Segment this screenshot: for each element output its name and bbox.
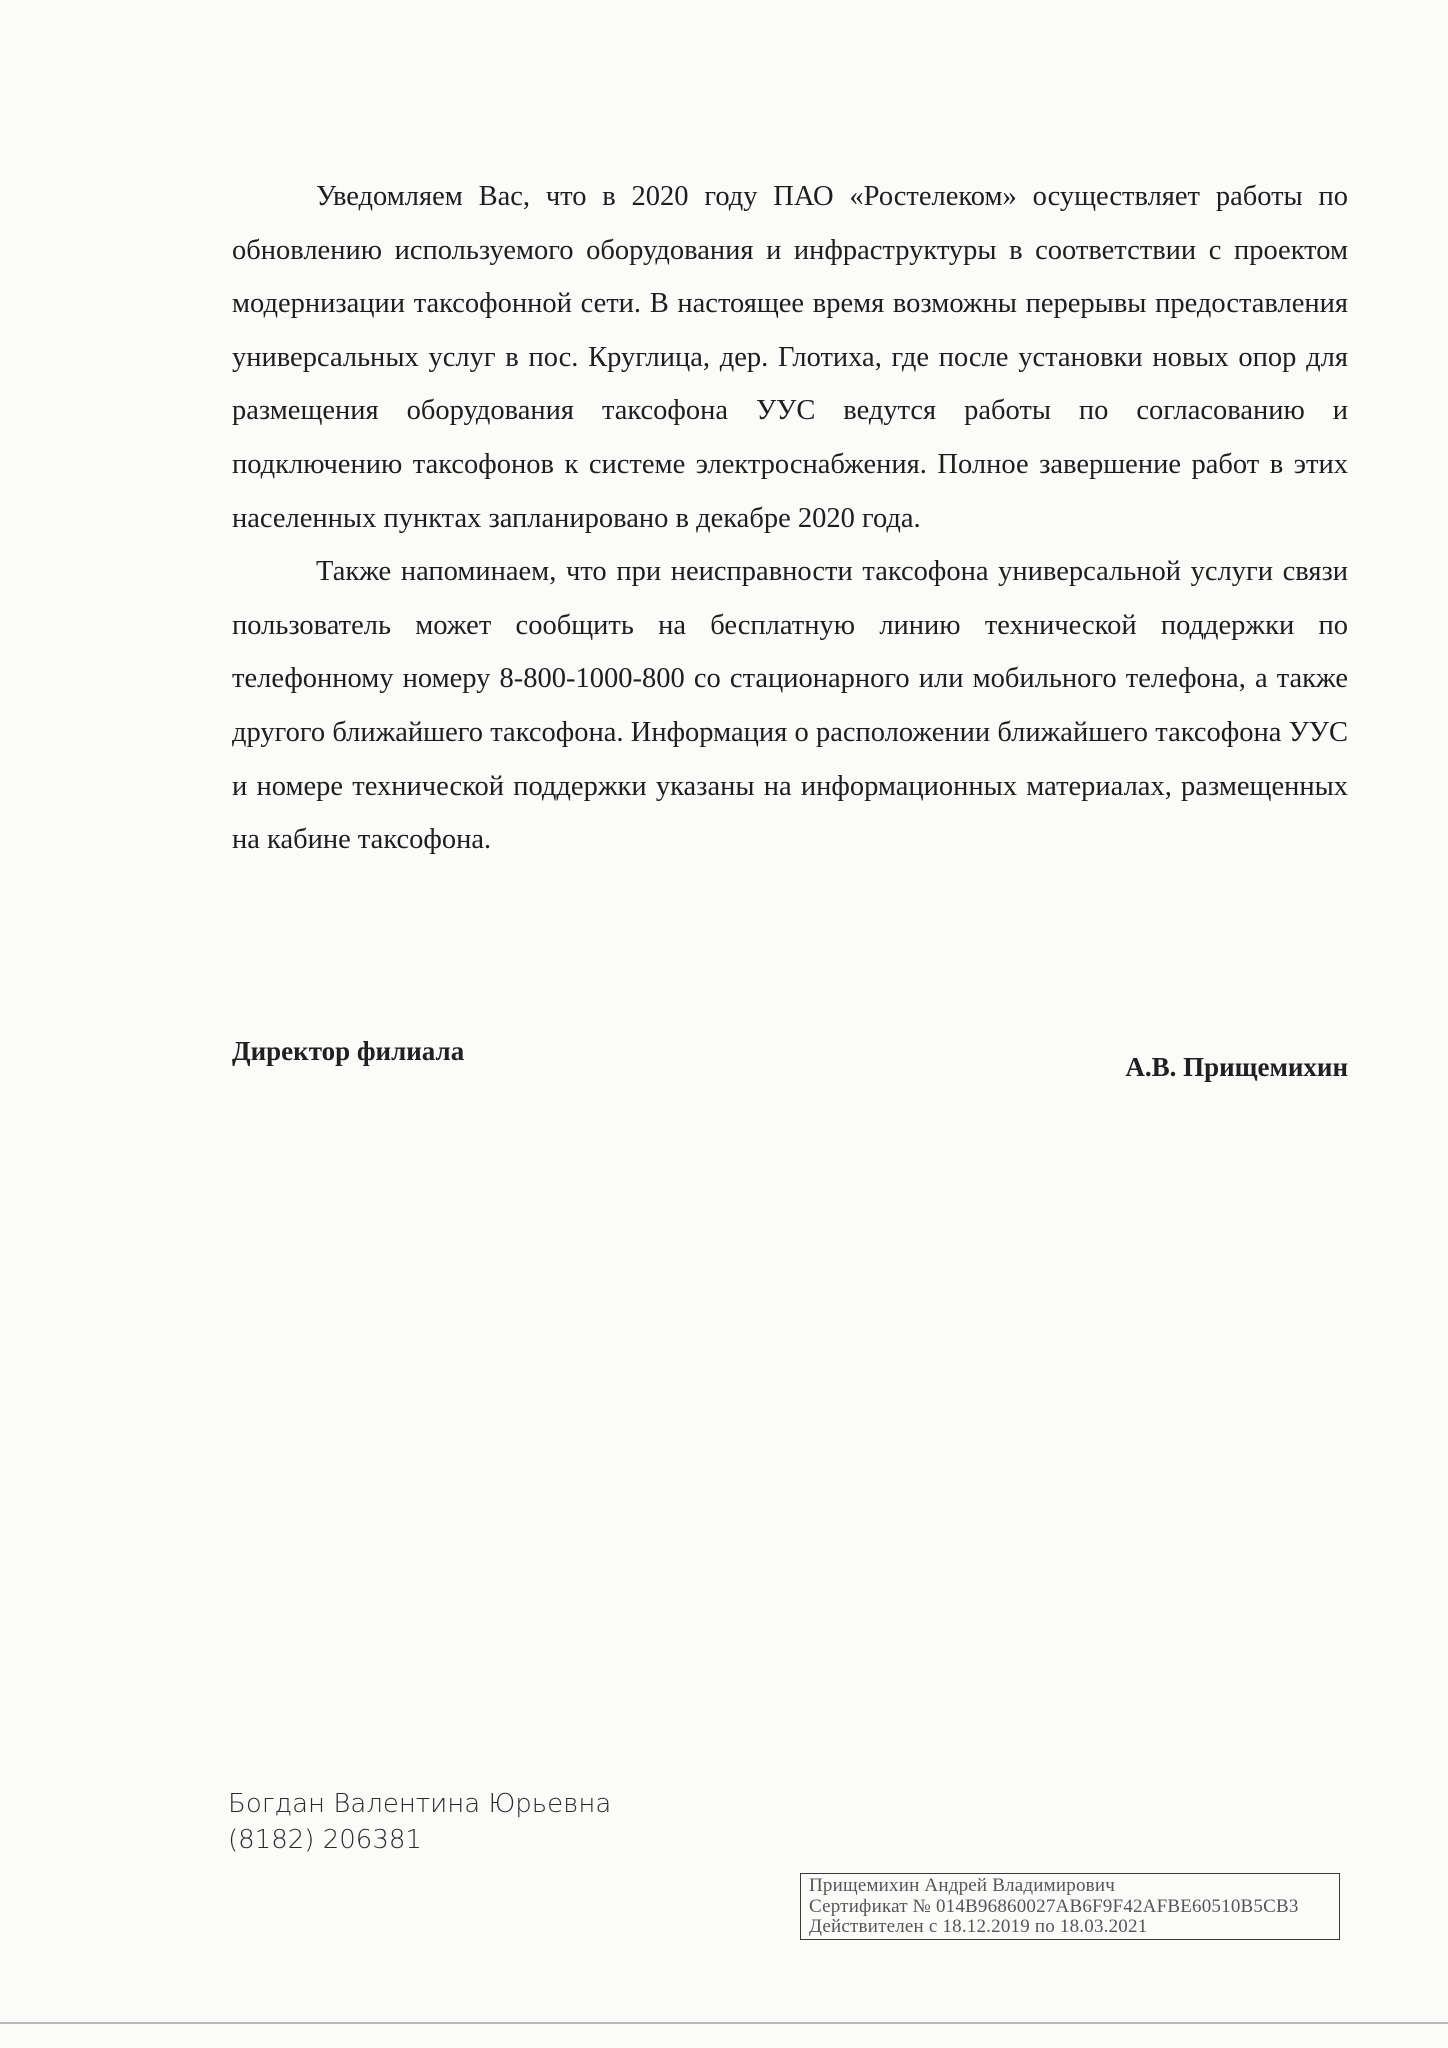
stamp-validity: Действителен с 18.12.2019 по 18.03.2021 bbox=[809, 1916, 1148, 1937]
e-signature-stamp bbox=[800, 1873, 1340, 1940]
letter-body bbox=[232, 170, 1348, 867]
stamp-certificate: Сертификат № 014B96860027AB6F9F42AFBE60510B5CB3 bbox=[809, 1895, 1299, 1917]
signatory-position: Директор филиала bbox=[232, 1036, 465, 1066]
executor-block bbox=[228, 1786, 611, 1858]
paragraph-notice: Уведомляем Вас, что в 2020 году ПАО «Ростелеком» осуществляет работы по обновлению используемого оборудования и инфраструктуры в соответствии с проектом модернизации таксофонной сети. В настоящее время возможны перерывы предоставления универсальных услуг в пос. Круглица, дер. Глотиха, где после установки новых опор для размещения оборудования таксофона УУС ведутся работы по согласованию и подключению таксофонов к системе электроснабжения. Полное завершение работ в этих населенных пунктах запланировано в декабре 2020 года. bbox=[232, 181, 1348, 534]
executor-name: Богдан Валентина Юрьевна bbox=[228, 1789, 612, 1819]
signatory-name: А.В. Прищемихин bbox=[1125, 1052, 1348, 1082]
executor-phone: (8182) 206381 bbox=[228, 1825, 422, 1855]
stamp-owner: Прищемихин Андрей Владимирович bbox=[809, 1875, 1115, 1896]
page-edge-divider bbox=[0, 2022, 1448, 2024]
paragraph-reminder: Также напоминаем, что при неисправности таксофона универсальной услуги связи пользователь может сообщить на бесплатную линию технической поддержки по телефонному номеру 8-800-1000-800 со стационарного или мобильного телефона, а также другого ближайшего таксофона. Информация о расположении ближайшего таксофона УУС и номере технической поддержки указаны на информационных материалах, размещенных на кабине таксофона. bbox=[232, 556, 1348, 856]
